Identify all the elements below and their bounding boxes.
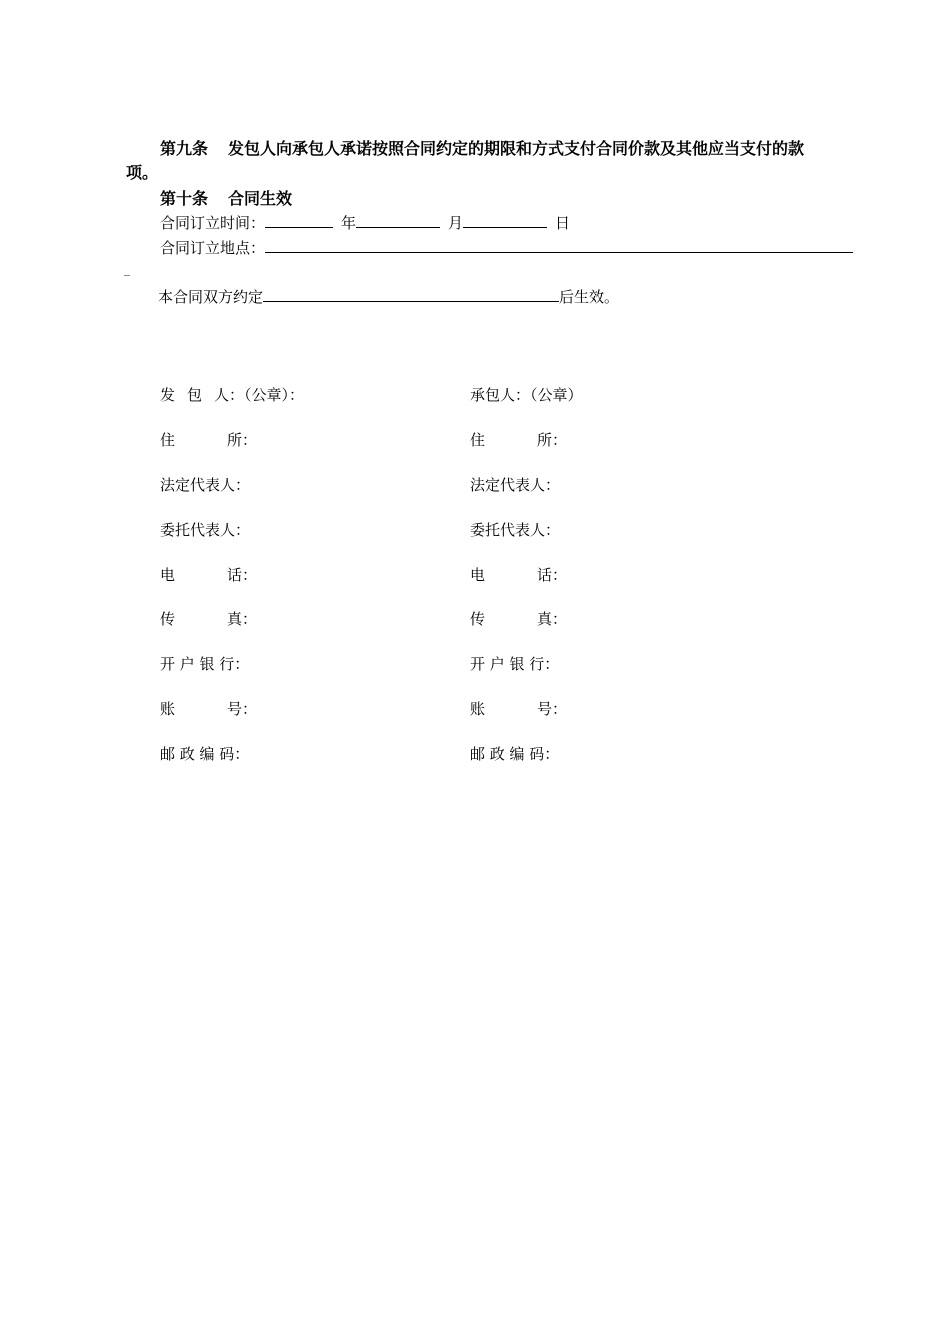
party-b-fax-char: 传 — [470, 610, 486, 628]
sign-place-line — [160, 237, 853, 258]
party-a-agent: 委托代表人： — [160, 521, 251, 539]
party-a-account — [160, 698, 257, 719]
article9-heading: 第九条 — [160, 139, 209, 158]
party-b-postcode: 邮 政 编 码： — [470, 745, 560, 763]
party-b-account-label: 号： — [537, 700, 568, 718]
party-b-address-char: 住 — [470, 431, 486, 449]
sign-place-label: 合同订立地点： — [160, 239, 266, 257]
party-b-address — [470, 429, 567, 450]
party-b-agent: 委托代表人： — [470, 521, 561, 539]
party-a-bank: 开 户 银 行： — [160, 655, 250, 673]
effective-line — [158, 286, 619, 307]
article9-line2: 项。 — [126, 163, 159, 182]
article10-title: 合同生效 — [228, 189, 293, 208]
party-b-bank: 开 户 银 行： — [470, 655, 560, 673]
party-a-phone-label: 话： — [227, 566, 258, 584]
sign-time-label: 合同订立时间： — [160, 214, 266, 232]
party-b-account — [470, 698, 567, 719]
party-a-title-char1: 发 — [160, 386, 176, 404]
party-b-phone-label: 话： — [537, 566, 568, 584]
party-a-fax — [160, 608, 257, 629]
party-a-fax-char: 传 — [160, 610, 176, 628]
party-a-account-char: 账 — [160, 700, 176, 718]
party-a-fax-label: 真： — [227, 610, 258, 628]
party-a-address — [160, 429, 257, 450]
party-a-title-rest: 人：（公章）： — [214, 386, 305, 404]
party-b-phone-char: 电 — [470, 566, 486, 584]
article10-heading-line — [160, 186, 292, 209]
wrap-mark: _ — [124, 262, 130, 276]
effective-suffix: 后生效。 — [559, 288, 620, 306]
month-blank[interactable] — [356, 212, 440, 228]
party-a-account-label: 号： — [227, 700, 258, 718]
party-b-fax-label: 真： — [537, 610, 568, 628]
party-b-title: 承包人：（公章） — [470, 386, 583, 404]
year-label: 年 — [341, 214, 357, 232]
party-a-title — [160, 384, 304, 405]
party-b-address-label: 所： — [537, 431, 568, 449]
effective-prefix: 本合同双方约定 — [158, 288, 264, 306]
party-a-title-char2: 包 — [187, 386, 203, 404]
party-a-address-char: 住 — [160, 431, 176, 449]
party-b-phone — [470, 564, 567, 585]
month-label: 月 — [448, 214, 464, 232]
party-a-address-label: 所： — [227, 431, 258, 449]
article10-heading: 第十条 — [160, 189, 209, 208]
day-blank[interactable] — [463, 212, 547, 228]
sign-time-line — [160, 212, 570, 233]
party-a-phone-char: 电 — [160, 566, 176, 584]
party-b-fax — [470, 608, 567, 629]
party-a-legal-rep: 法定代表人： — [160, 476, 251, 494]
party-a-phone — [160, 564, 257, 585]
party-b-legal-rep: 法定代表人： — [470, 476, 561, 494]
party-a-postcode: 邮 政 编 码： — [160, 745, 250, 763]
sign-place-blank[interactable] — [265, 237, 853, 253]
article9-line1 — [160, 136, 804, 159]
day-label: 日 — [555, 214, 571, 232]
article9-body: 发包人向承包人承诺按照合同约定的期限和方式支付合同价款及其他应当支付的款 — [228, 139, 805, 158]
party-b-account-char: 账 — [470, 700, 486, 718]
year-blank[interactable] — [265, 212, 333, 228]
effective-condition-blank[interactable] — [263, 286, 559, 302]
